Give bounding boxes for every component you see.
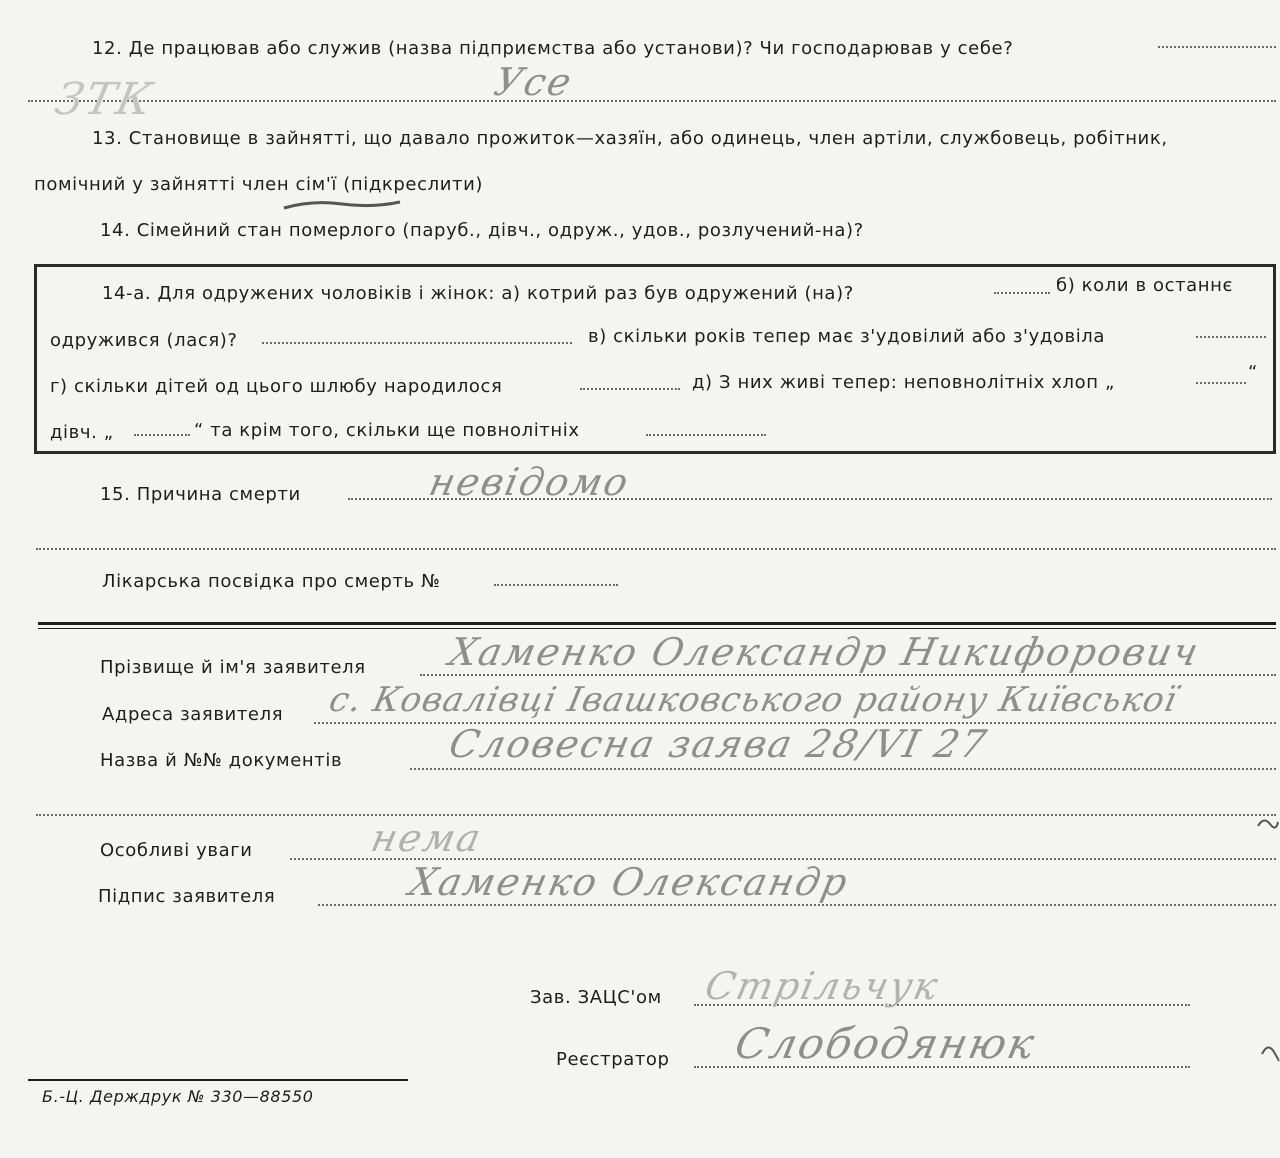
q14a-line4b: “ та крім того, скільки ще повнолітніх <box>194 420 580 441</box>
q14a-line3c: “ <box>1248 362 1258 383</box>
q14a-line3-fill1 <box>580 388 680 390</box>
footer-print: Б.-Ц. Держдрук № 330—88550 <box>42 1087 314 1106</box>
q14a-line1b: б) коли в останнє <box>1056 275 1234 296</box>
q14a-line3a: г) скільки дітей од цього шлюбу народилося <box>50 376 503 397</box>
applicant-docs-line <box>410 768 1276 770</box>
section-rule-top <box>38 622 1276 625</box>
q14a-line4a: дівч. „ <box>50 422 114 443</box>
applicant-sign-line <box>318 904 1276 906</box>
section-rule-bottom <box>38 628 1276 629</box>
q14a-line2b: в) скільки років тепер має з'удовілий або з'удовіла <box>588 326 1106 347</box>
applicant-address-value: с. Ковалівці Івашковського району Київської <box>325 680 1181 720</box>
medical-number-line <box>494 584 618 586</box>
applicant-docs-label: Назва й №№ документів <box>100 750 343 771</box>
q14a-line2-fill1 <box>262 342 572 344</box>
q12-label: 12. Де працював або служив (назва підприємства або установи)? Чи господарював у себе? <box>92 38 1014 59</box>
q14-label: 14. Сімейний стан померлого (паруб., дівч., одруж., удов., розлучений-на)? <box>100 220 864 241</box>
applicant-docs-value: Словесна заява 28/VI 27 <box>445 722 992 766</box>
q13-underline-mark <box>282 196 402 212</box>
q14a-line2-fill2 <box>1196 336 1266 338</box>
medical-label: Лікарська посвідка про смерть № <box>102 571 441 592</box>
applicant-name-label: Прізвище й ім'я заявителя <box>100 657 366 678</box>
applicant-name-value: Хаменко Олександр Никифорович <box>445 630 1204 674</box>
applicant-notes-label: Особливі уваги <box>100 840 253 861</box>
edge-scribble-mark <box>1256 812 1280 836</box>
q14a-line2a: одружився (лася)? <box>50 330 238 351</box>
q13-label-line1: 13. Становище в зайнятті, що давало прожиток—хазяїн, або одинець, член артіли, службовець, робітник, <box>92 128 1168 149</box>
head-signature: Стрільчук <box>701 964 944 1008</box>
q15-answer: невідомо <box>425 460 634 504</box>
q14a-line4-fill2 <box>646 434 766 436</box>
q12-faint-stamp: ЗТК <box>50 74 159 125</box>
registrar-label: Реєстратор <box>556 1049 670 1070</box>
q14a-line1a: 14-а. Для одружених чоловіків і жінок: а) котрий раз був одружений (на)? <box>102 283 854 304</box>
applicant-signature: Хаменко Олександр <box>405 860 853 904</box>
q14a-line1-fill <box>994 292 1050 294</box>
edge-scribble-mark-lower <box>1258 1036 1280 1066</box>
registrar-signature: Слободянюк <box>730 1019 1041 1068</box>
q14a-line4-fill1 <box>134 434 190 436</box>
q12-answer-line <box>28 100 1276 102</box>
applicant-name-line <box>420 674 1276 676</box>
head-label: Зав. ЗАЦС'ом <box>530 987 662 1008</box>
q14a-line3-fill2 <box>1196 382 1246 384</box>
applicant-notes-value: нема <box>367 816 487 860</box>
q14a-line3b: д) З них живі тепер: неповнолітніх хлоп „ <box>692 372 1115 393</box>
q15-label: 15. Причина смерти <box>100 484 301 505</box>
applicant-docs-second-line <box>36 814 1276 816</box>
q13-label-line2: помічний у зайнятті член сім'ї (підкреслити) <box>34 174 484 195</box>
q12-fill-line <box>1158 46 1276 48</box>
footer-rule <box>28 1079 408 1081</box>
q12-answer: Усе <box>490 60 577 104</box>
applicant-sign-label: Підпис заявителя <box>98 886 276 907</box>
q15-second-line <box>36 548 1276 550</box>
applicant-address-label: Адреса заявителя <box>102 704 284 725</box>
